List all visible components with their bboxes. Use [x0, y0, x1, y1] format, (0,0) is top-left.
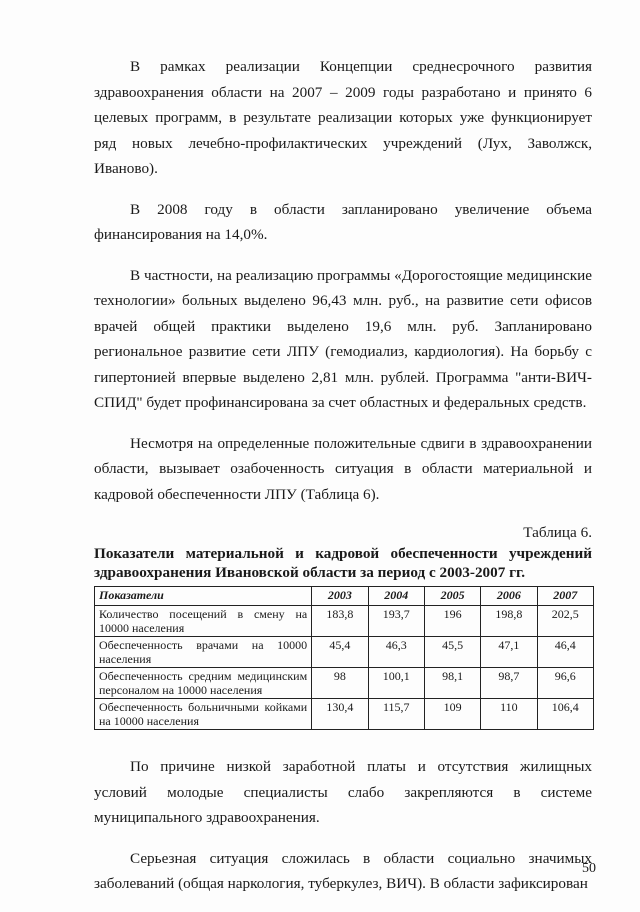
table-cell: 45,5	[424, 637, 480, 668]
table-header-row	[95, 587, 594, 606]
table-cell: 196	[424, 606, 480, 637]
table-cell: 98	[312, 668, 368, 699]
paragraph-specialists: По причине низкой заработной платы и отсутствия жилищных условий молодые специалисты слабо закрепляются в системе муниципального здравоохранения.	[94, 758, 592, 826]
paragraph-concept: В рамках реализации Концепции среднесрочного развития здравоохранения области на 2007 – 2009 годы разработано и принято 6 целевых программ, в результате реализации которых уже функционирует ряд новых лечебно-профилактических учреждений (Лух, Заволжск, Иваново).	[94, 58, 592, 177]
table-cell: 183,8	[312, 606, 368, 637]
table-cell: 110	[481, 699, 537, 730]
header-2007: 2007	[537, 587, 593, 606]
table-cell: 198,8	[481, 606, 537, 637]
table-title: Показатели материальной и кадровой обеспеченности учреждений здравоохранения Ивановской области за период с 2003-2007 гг.	[94, 545, 592, 581]
table-row	[95, 637, 594, 668]
paragraph-financing: В 2008 году в области запланировано увеличение объема финансирования на 14,0%.	[94, 200, 592, 243]
table-cell: 98,7	[481, 668, 537, 699]
table-cell: 46,3	[368, 637, 424, 668]
table-caption: Таблица 6.	[523, 524, 592, 541]
table-cell: 193,7	[368, 606, 424, 637]
table-cell: 115,7	[368, 699, 424, 730]
table-cell: 98,1	[424, 668, 480, 699]
table-row	[95, 668, 594, 699]
table-cell: 130,4	[312, 699, 368, 730]
header-2003: 2003	[312, 587, 368, 606]
header-2006: 2006	[481, 587, 537, 606]
page-number: 50	[582, 861, 596, 876]
table-cell: 47,1	[481, 637, 537, 668]
table-cell: 109	[424, 699, 480, 730]
row-label: Количество посещений в смену на 10000 населения	[95, 606, 312, 637]
paragraph-diseases: Серьезная ситуация сложилась в области социально значимых заболеваний (общая наркология, туберкулез, ВИЧ). В области зафиксирован	[94, 849, 592, 892]
table-row	[95, 606, 594, 637]
row-label: Обеспеченность больничными койками на 10000 населения	[95, 699, 312, 730]
paragraph-concern: Несмотря на определенные положительные сдвиги в здравоохранении области, вызывает озабоченность ситуация в области материальной и кадровой обеспеченности ЛПУ (Таблица 6).	[94, 434, 592, 503]
header-2004: 2004	[368, 587, 424, 606]
paragraph-programs: В частности, на реализацию программы «Дорогостоящие медицинские технологии» больных выделено 96,43 млн. руб., на развитие сети офисов врачей общей практики выделено 19,6 млн. руб. Запланировано региональное развитие сети ЛПУ (гемодиализ, кардиология). На борьбу с гипертонией впервые выделено 2,81 млн. рублей. Программа "анти-ВИЧ-СПИД" будет профинансирована за счет областных и федеральных средств.	[94, 266, 592, 411]
header-2005: 2005	[424, 587, 480, 606]
table-cell: 100,1	[368, 668, 424, 699]
table-cell: 202,5	[537, 606, 593, 637]
table-row	[95, 699, 594, 730]
table-cell: 96,6	[537, 668, 593, 699]
table-cell: 45,4	[312, 637, 368, 668]
table-cell: 46,4	[537, 637, 593, 668]
row-label: Обеспеченность врачами на 10000 населения	[95, 637, 312, 668]
row-label: Обеспеченность средним медицинским персоналом на 10000 населения	[95, 668, 312, 699]
document-page	[94, 54, 592, 912]
indicators-table	[94, 586, 594, 730]
table-cell: 106,4	[537, 699, 593, 730]
header-indicators: Показатели	[95, 587, 312, 606]
